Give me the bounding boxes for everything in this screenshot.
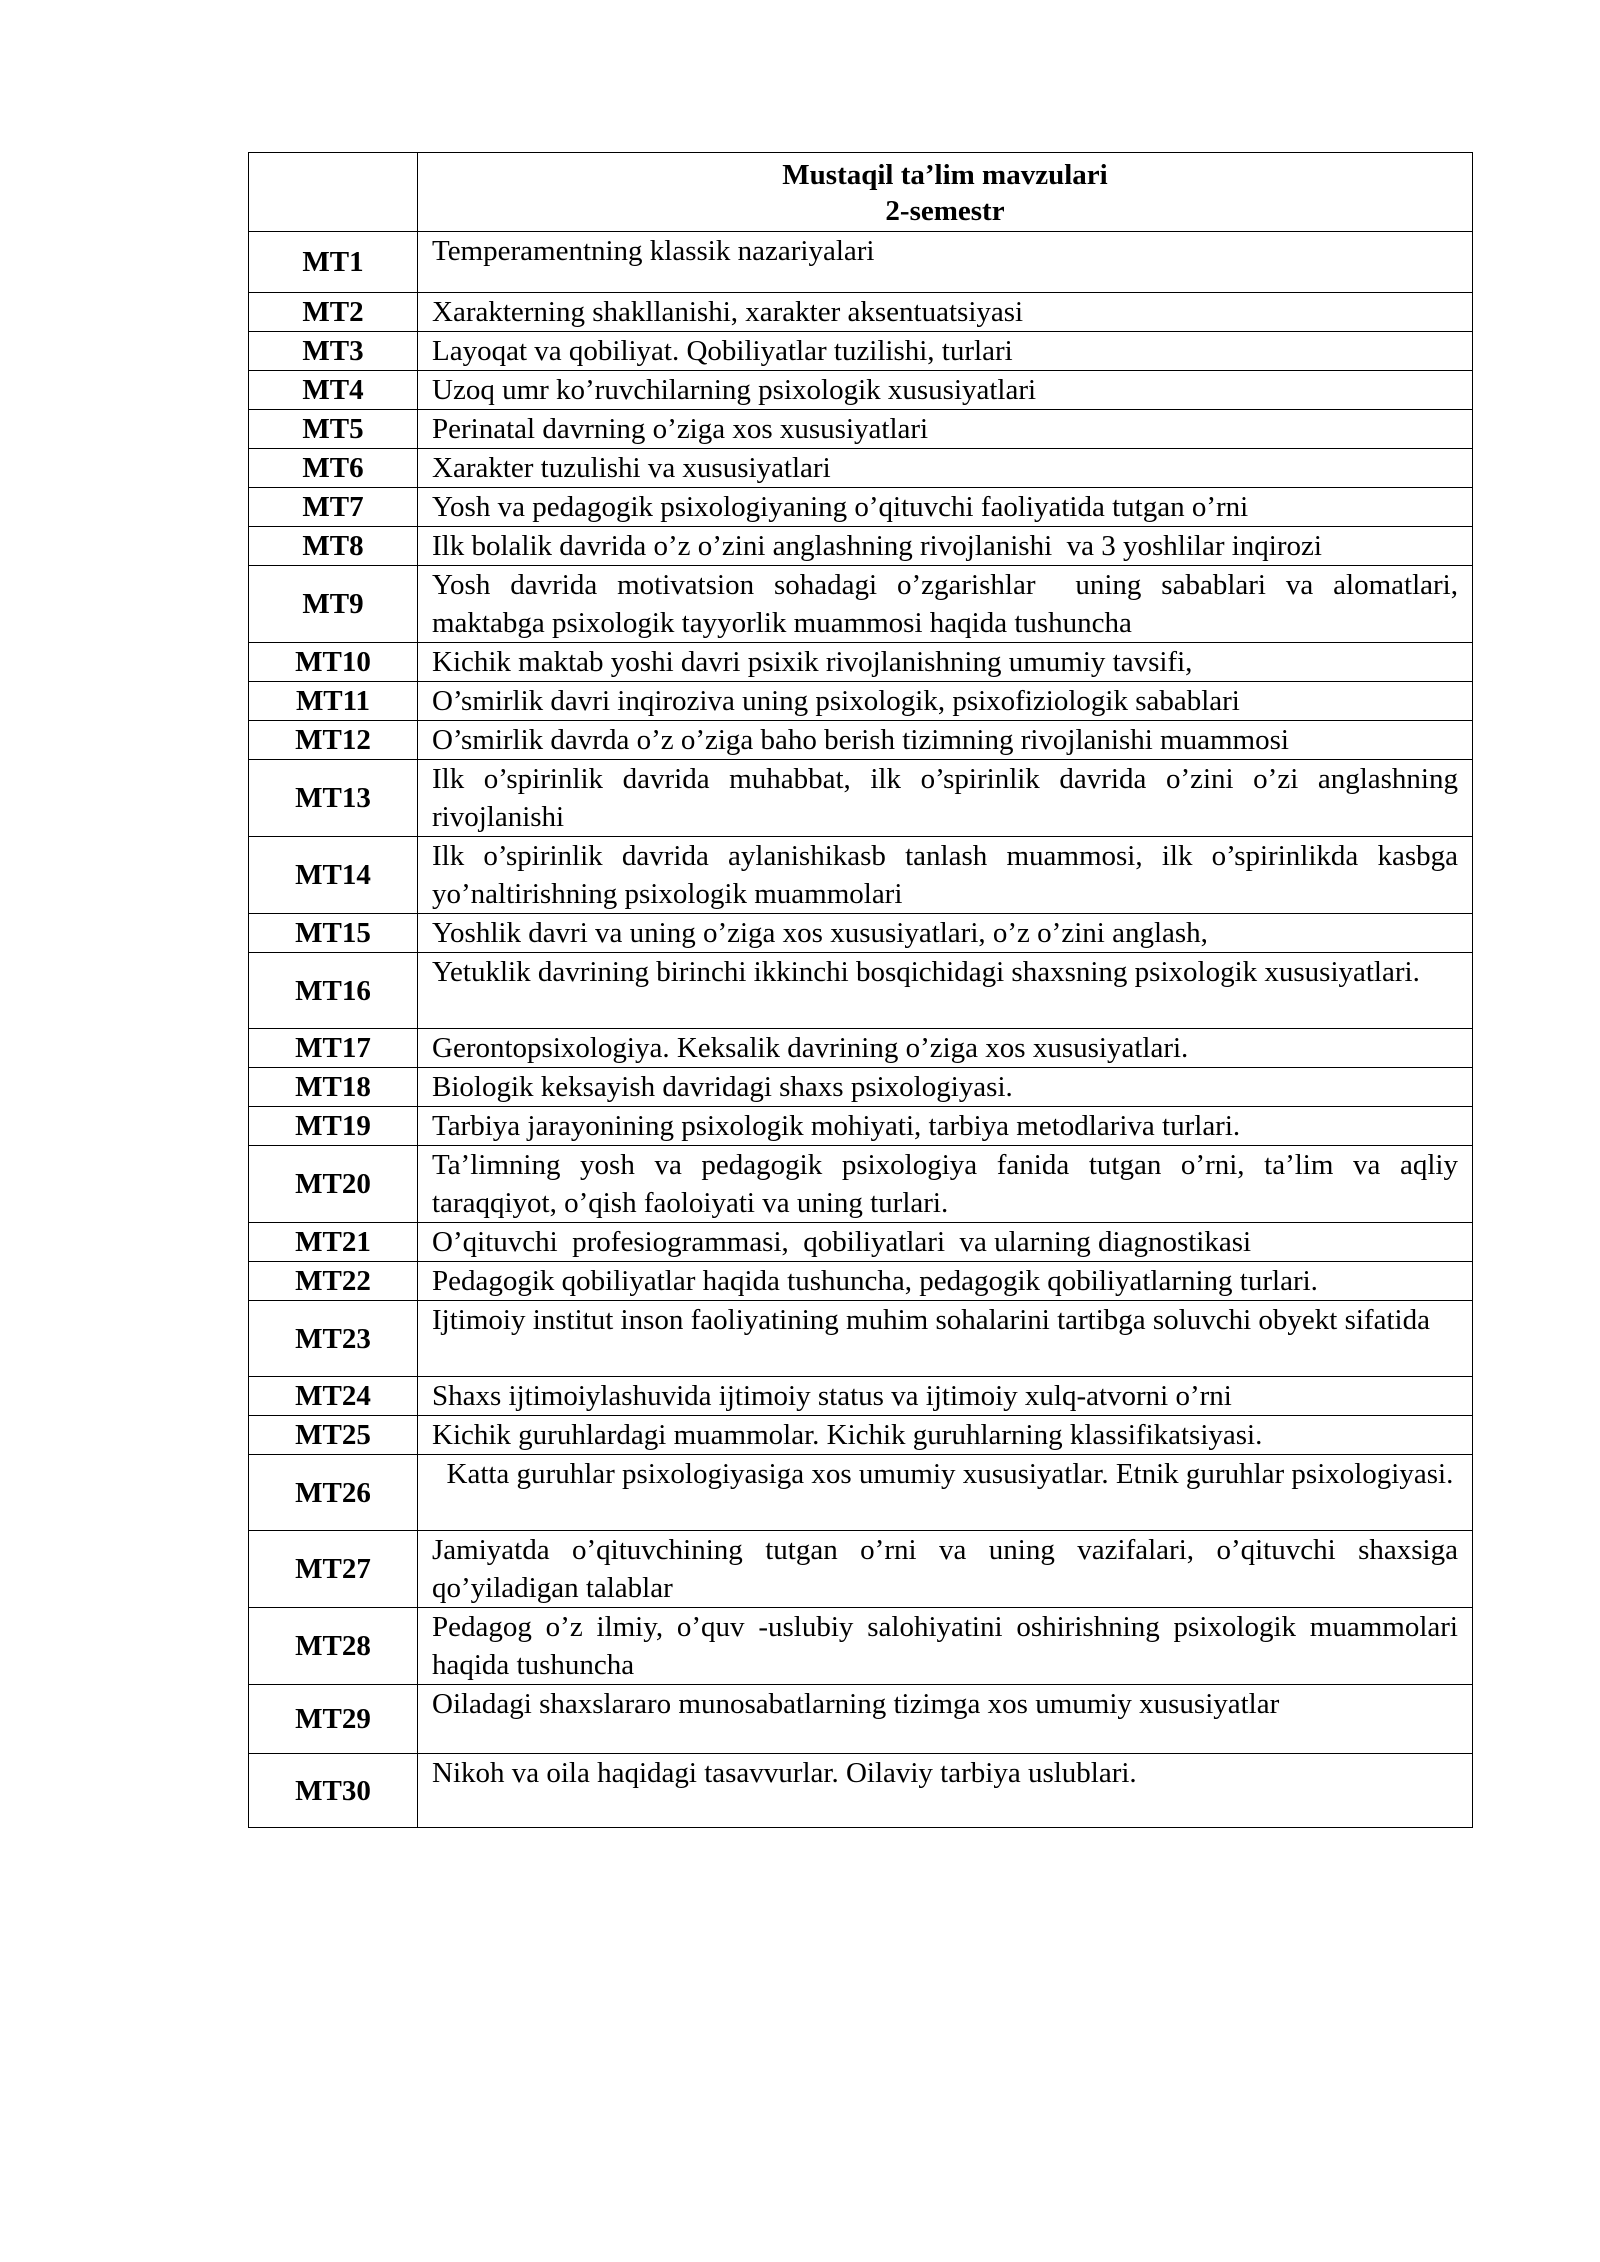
topic-code: MT5	[249, 410, 418, 449]
topic-title: Katta guruhlar psixologiyasiga xos umumiy xususiyatlar. Etnik guruhlar psixologiyasi.	[418, 1455, 1473, 1531]
topic-code: MT26	[249, 1455, 418, 1531]
topic-code: MT11	[249, 682, 418, 721]
table-row	[249, 1223, 1473, 1262]
topic-code: MT23	[249, 1301, 418, 1377]
topic-title: Xarakterning shakllanishi, xarakter aksentuatsiyasi	[418, 293, 1473, 332]
topic-title: Pedagog o’z ilmiy, o’quv -uslubiy salohiyatini oshirishning psixologik muammolari haqida tushuncha	[418, 1608, 1473, 1685]
topics-table	[248, 152, 1473, 1828]
table-row	[249, 410, 1473, 449]
topic-code: MT16	[249, 953, 418, 1029]
topic-title: Pedagogik qobiliyatlar haqida tushuncha, pedagogik qobiliyatlarning turlari.	[418, 1262, 1473, 1301]
header-title-cell	[418, 153, 1473, 232]
topic-title: Oiladagi shaxslararo munosabatlarning tizimga xos umumiy xususiyatlar	[418, 1685, 1473, 1754]
topic-code: MT13	[249, 760, 418, 837]
topic-title: Uzoq umr ko’ruvchilarning psixologik xususiyatlari	[418, 371, 1473, 410]
table-row	[249, 1107, 1473, 1146]
topic-title: Yosh va pedagogik psixologiyaning o’qituvchi faoliyatida tutgan o’rni	[418, 488, 1473, 527]
table-row	[249, 293, 1473, 332]
topic-code: MT27	[249, 1531, 418, 1608]
table-row	[249, 760, 1473, 837]
topic-title: Ta’limning yosh va pedagogik psixologiya fanida tutgan o’rni, ta’lim va aqliy taraqqiyot, o’qish faoloiyati va uning turlari.	[418, 1146, 1473, 1223]
topics-table-body	[249, 153, 1473, 1828]
table-row	[249, 1685, 1473, 1754]
topic-title: Biologik keksayish davridagi shaxs psixologiyasi.	[418, 1068, 1473, 1107]
table-row	[249, 1531, 1473, 1608]
topic-code: MT19	[249, 1107, 418, 1146]
topic-code: MT30	[249, 1754, 418, 1828]
topic-title: Ijtimoiy institut inson faoliyatining muhim sohalarini tartibga soluvchi obyekt sifatida	[418, 1301, 1473, 1377]
topic-code: MT18	[249, 1068, 418, 1107]
table-row	[249, 232, 1473, 293]
table-row	[249, 1416, 1473, 1455]
topic-code: MT24	[249, 1377, 418, 1416]
table-row	[249, 332, 1473, 371]
topic-title: Perinatal davrning o’ziga xos xususiyatlari	[418, 410, 1473, 449]
table-row	[249, 914, 1473, 953]
topic-title: Nikoh va oila haqidagi tasavvurlar. Oilaviy tarbiya uslublari.	[418, 1754, 1473, 1828]
table-row	[249, 1068, 1473, 1107]
topic-code: MT28	[249, 1608, 418, 1685]
topic-title: Tarbiya jarayonining psixologik mohiyati, tarbiya metodlariva turlari.	[418, 1107, 1473, 1146]
table-row	[249, 1146, 1473, 1223]
table-row	[249, 527, 1473, 566]
table-row	[249, 488, 1473, 527]
table-row	[249, 1377, 1473, 1416]
topic-code: MT14	[249, 837, 418, 914]
topic-code: MT17	[249, 1029, 418, 1068]
table-row	[249, 837, 1473, 914]
topic-code: MT8	[249, 527, 418, 566]
table-row	[249, 1029, 1473, 1068]
topic-code: MT9	[249, 566, 418, 643]
topic-code: MT22	[249, 1262, 418, 1301]
topic-code: MT10	[249, 643, 418, 682]
topic-code: MT25	[249, 1416, 418, 1455]
topic-title: Yetuklik davrining birinchi ikkinchi bosqichidagi shaxsning psixologik xususiyatlari.	[418, 953, 1473, 1029]
topic-title: Kichik guruhlardagi muammolar. Kichik guruhlarning klassifikatsiyasi.	[418, 1416, 1473, 1455]
table-row	[249, 449, 1473, 488]
table-row	[249, 1754, 1473, 1828]
table-row	[249, 953, 1473, 1029]
table-title: Mustaqil ta’lim mavzulari	[782, 159, 1108, 191]
topic-code: MT20	[249, 1146, 418, 1223]
topic-title: O’smirlik davrda o’z o’ziga baho berish tizimning rivojlanishi muammosi	[418, 721, 1473, 760]
table-row	[249, 721, 1473, 760]
topic-title: O’qituvchi profesiogrammasi, qobiliyatlari va ularning diagnostikasi	[418, 1223, 1473, 1262]
table-row	[249, 1455, 1473, 1531]
topic-title: Ilk bolalik davrida o’z o’zini anglashning rivojlanishi va 3 yoshlilar inqirozi	[418, 527, 1473, 566]
table-row	[249, 1608, 1473, 1685]
topic-code: MT21	[249, 1223, 418, 1262]
topic-title: Ilk o’spirinlik davrida aylanishikasb tanlash muammosi, ilk o’spirinlikda kasbga yo’naltirishning psixologik muammolari	[418, 837, 1473, 914]
table-header-row	[249, 153, 1473, 232]
table-row	[249, 643, 1473, 682]
topic-code: MT6	[249, 449, 418, 488]
topic-code: MT7	[249, 488, 418, 527]
table-row	[249, 566, 1473, 643]
table-row	[249, 371, 1473, 410]
topic-title: Yoshlik davri va uning o’ziga xos xususiyatlari, o’z o’zini anglash,	[418, 914, 1473, 953]
header-empty-cell	[249, 153, 418, 232]
topic-title: Layoqat va qobiliyat. Qobiliyatlar tuzilishi, turlari	[418, 332, 1473, 371]
topic-title: Jamiyatda o’qituvchining tutgan o’rni va uning vazifalari, o’qituvchi shaxsiga qo’yiladigan talablar	[418, 1531, 1473, 1608]
topic-code: MT12	[249, 721, 418, 760]
topic-title: Ilk o’spirinlik davrida muhabbat, ilk o’spirinlik davrida o’zini o’zi anglashning rivojlanishi	[418, 760, 1473, 837]
table-subtitle: 2-semestr	[885, 195, 1005, 227]
topic-code: MT3	[249, 332, 418, 371]
topic-title: Yosh davrida motivatsion sohadagi o’zgarishlar uning sabablari va alomatlari, maktabga psixologik tayyorlik muammosi haqida tushuncha	[418, 566, 1473, 643]
table-row	[249, 1301, 1473, 1377]
topic-title: Kichik maktab yoshi davri psixik rivojlanishning umumiy tavsifi,	[418, 643, 1473, 682]
topic-title: O’smirlik davri inqiroziva uning psixologik, psixofiziologik sabablari	[418, 682, 1473, 721]
topic-title: Shaxs ijtimoiylashuvida ijtimoiy status va ijtimoiy xulq-atvorni o’rni	[418, 1377, 1473, 1416]
table-row	[249, 682, 1473, 721]
topic-title: Xarakter tuzulishi va xususiyatlari	[418, 449, 1473, 488]
topic-code: MT1	[249, 232, 418, 293]
topic-title: Temperamentning klassik nazariyalari	[418, 232, 1473, 293]
topic-code: MT29	[249, 1685, 418, 1754]
topic-code: MT15	[249, 914, 418, 953]
topic-code: MT2	[249, 293, 418, 332]
table-row	[249, 1262, 1473, 1301]
topic-title: Gerontopsixologiya. Keksalik davrining o’ziga xos xususiyatlari.	[418, 1029, 1473, 1068]
topic-code: MT4	[249, 371, 418, 410]
